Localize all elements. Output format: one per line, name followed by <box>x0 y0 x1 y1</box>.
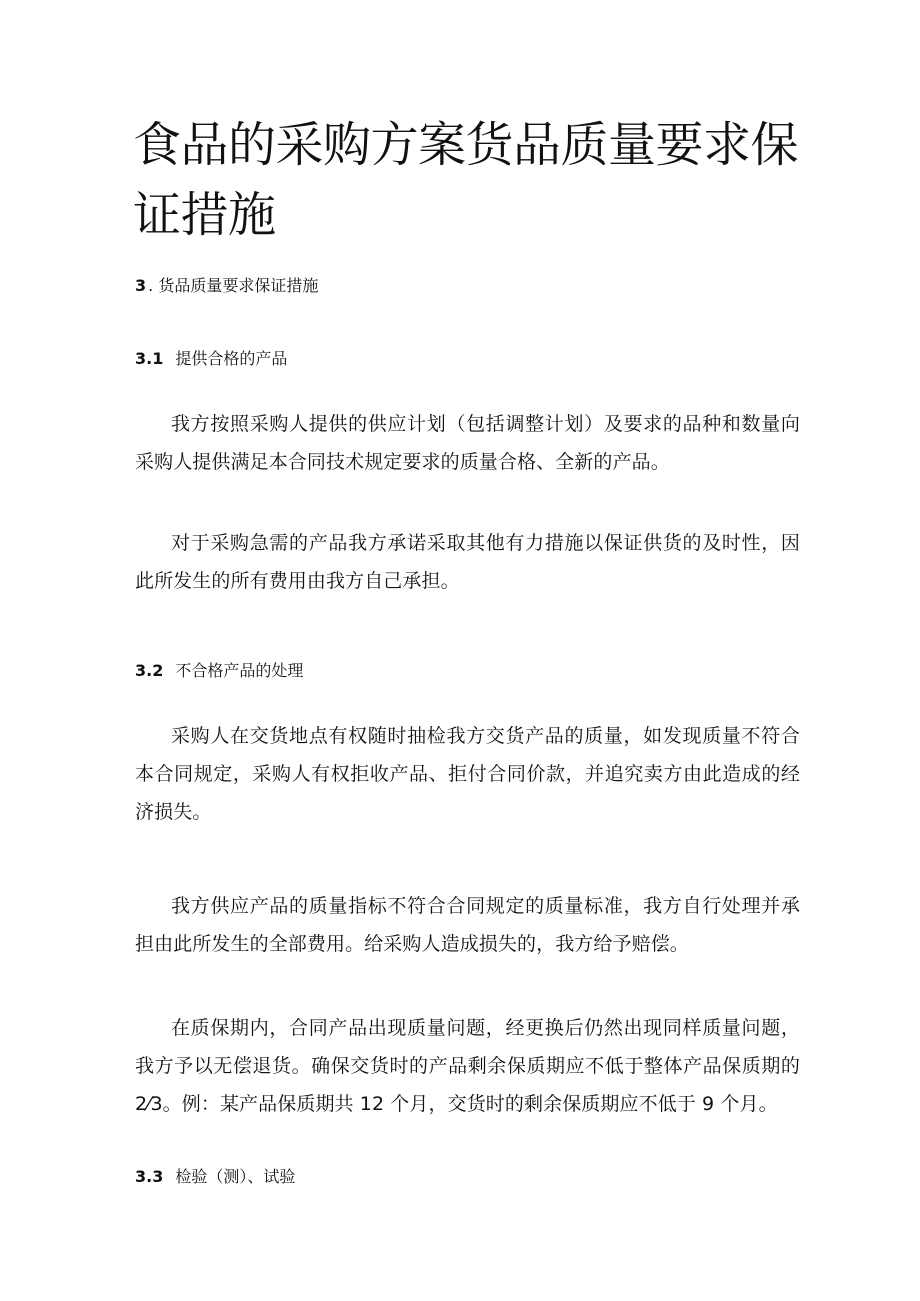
section-number: 3.1 <box>135 349 164 368</box>
document-title: 食品的采购方案货品质量要求保证措施 <box>133 117 799 243</box>
section-label: 提供合格的产品 <box>175 349 288 368</box>
section-heading-3-2 <box>135 660 303 682</box>
section-heading-3-1 <box>135 348 287 370</box>
section-label: 不合格产品的处理 <box>175 661 304 680</box>
paragraph: 对于采购急需的产品我方承诺采取其他有力措施以保证供货的及时性，因此所发生的所有费用由我方自己承担。 <box>135 532 800 592</box>
section-heading-3 <box>135 275 318 297</box>
section-label: 检验（测）、试验 <box>175 1167 296 1186</box>
paragraph: 采购人在交货地点有权随时抽检我方交货产品的质量，如发现质量不符合本合同规定，采购人有权拒收产品、拒付合同价款，并追究卖方由此造成的经济损失。 <box>135 725 800 823</box>
section-number: 3.2 <box>135 661 164 680</box>
paragraph: 我方供应产品的质量指标不符合合同规定的质量标准，我方自行处理并承担由此所发生的全部费用。给采购人造成损失的，我方给予赔偿。 <box>135 895 800 955</box>
paragraph: 我方按照采购人提供的供应计划（包括调整计划）及要求的品种和数量向采购人提供满足本合同技术规定要求的质量合格、全新的产品。 <box>135 413 800 473</box>
paragraph: 在质保期内，合同产品出现质量问题，经更换后仍然出现同样质量问题，我方予以无偿退货。确保交货时的产品剩余保质期应不低于整体产品保质期的 2⁄3。例：某产品保质期共 12 个月，交货时的剩余保质期应不低于 9 个月。 <box>135 1017 800 1115</box>
section-number: 3 <box>135 276 147 295</box>
section-label: . 货品质量要求保证措施 <box>148 276 319 295</box>
section-number: 3.3 <box>135 1167 164 1186</box>
section-heading-3-3 <box>135 1166 295 1188</box>
